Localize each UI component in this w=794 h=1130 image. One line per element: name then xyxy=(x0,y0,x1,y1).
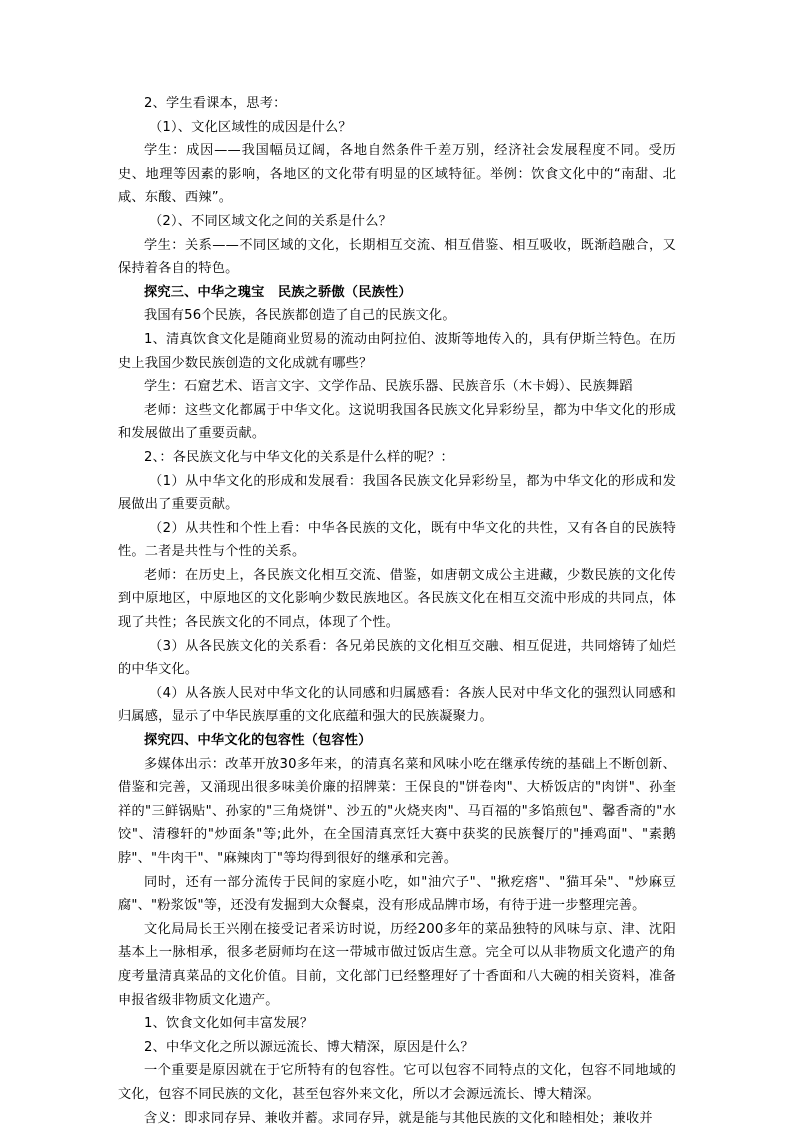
paragraph: 学生：关系——不同区域的文化，长期相互交流、相互借鉴、相互吸收，既渐趋融合，又保持着各自的特色。 xyxy=(118,237,676,277)
paragraph: 学生：石窟艺术、语言文字、文学作品、民族乐器、民族音乐（木卡姆）、民族舞蹈 xyxy=(144,379,633,395)
paragraph: 老师：在历史上，各民族文化相互交流、借鉴，如唐朝文成公主进藏，少数民族的文化传到中原地区，中原地区的文化影响少数民族地区。各民族文化在相互交流中形成的共同点，体现了共性；各民族文化的不同点，体现了个性。 xyxy=(118,567,676,631)
paragraph: 1、饮食文化如何丰富发展？ xyxy=(144,1016,314,1032)
section-heading: 探究四、中华文化的包容性（包容性） xyxy=(144,733,372,749)
paragraph: （3）从各民族文化的关系看：各兄弟民族的文化相互交融、相互促进，共同熔铸了灿烂的中华文化。 xyxy=(118,638,676,678)
paragraph: 1、清真饮食文化是随商业贸易的流动由阿拉伯、波斯等地传入的，具有伊斯兰特色。在历史上我国少数民族创造的文化成就有哪些？ xyxy=(118,331,676,371)
paragraph: 一个重要是原因就在于它所特有的包容性。它可以包容不同特点的文化，包容不同地域的文化，包容不同民族的文化，甚至包容外来文化，所以才会源远流长、博大精深。 xyxy=(118,1063,676,1102)
paragraph: 我国有56个民族，各民族都创造了自己的民族文化。 xyxy=(144,308,456,324)
paragraph: 老师：这些文化都属于中华文化。这说明我国各民族文化异彩纷呈，都为中华文化的形成和发展做出了重要贡献。 xyxy=(118,402,676,442)
section-heading: 探究三、中华之瑰宝 民族之骄傲（民族性） xyxy=(144,284,412,300)
paragraph: （1）、文化区域性的成因是什么？ xyxy=(149,119,352,135)
paragraph: （4）从各族人民对中华文化的认同感和归属感看：各族人民对中华文化的强烈认同感和归属感，显示了中华民族厚重的文化底蕴和强大的民族凝聚力。 xyxy=(118,685,676,725)
paragraph: （2）从共性和个性上看：中华各民族的文化，既有中华文化的共性，又有各自的民族特性。二者是共性与个性的关系。 xyxy=(118,520,676,560)
paragraph: 2、中华文化之所以源远流长、博大精深，原因是什么？ xyxy=(144,1039,474,1055)
paragraph: 同时，还有一部分流传于民间的家庭小吃，如"油穴子"、"揪疙瘩"、"猫耳朵"、"炒麻豆腐"、"粉浆饭"等，还没有发掘到大众餐桌，没有形成品牌市场，有待于进一步整理完善。 xyxy=(118,874,676,914)
paragraph: 2、学生看课本，思考： xyxy=(144,96,287,111)
paragraph: （1）从中华文化的形成和发展看：我国各民族文化异彩纷呈，都为中华文化的形成和发展做出了重要贡献。 xyxy=(118,473,676,513)
paragraph: 含义：即求同存异、兼收并蓄。求同存异，就是能与其他民族的文化和睦相处；兼收并 xyxy=(144,1110,653,1126)
paragraph: 文化局局长王兴刚在接受记者采访时说，历经200多年的菜品独特的风味与京、津、沈阳基本上一脉相承，很多老厨师均在这一带城市做过饭店生意。完全可以从非物质文化遗产的角度考量清真菜品的文化价值。目前，文化部门已经整理好了十香面和八大碗的相关资料，准备申报省级非物质文化遗产。 xyxy=(118,921,676,1008)
paragraph: 学生：成因——我国幅员辽阔，各地自然条件千差万别，经济社会发展程度不同。受历史、地理等因素的影响，各地区的文化带有明显的区域特征。举例：饮食文化中的“南甜、北咸、东酸、西辣”。 xyxy=(118,143,676,206)
paragraph: 2、：各民族文化与中华文化的关系是什么样的呢？： xyxy=(144,449,454,465)
document-page xyxy=(118,92,676,1130)
paragraph: （2）、不同区域文化之间的关系是什么？ xyxy=(149,213,392,229)
paragraph: 多媒体出示：改革开放30多年来，的清真名菜和风味小吃在继承传统的基础上不断创新、借鉴和完善，又涌现出很多味美价廉的招牌菜：王保良的"饼卷肉"、大桥饭店的"肉饼"、孙奎祥的"三鲜锅贴"、孙家的"三角烧饼"、沙五的"火烧夹肉"、马百福的"多馅煎包"、馨香斋的"水饺"、清穆轩的"炒面条"等;此外，在全国清真烹饪大赛中获奖的民族餐厅的"捶鸡面"、"素鹅脖"、"牛肉干"、"麻辣肉丁"等均得到很好的继承和完善。 xyxy=(118,756,676,866)
